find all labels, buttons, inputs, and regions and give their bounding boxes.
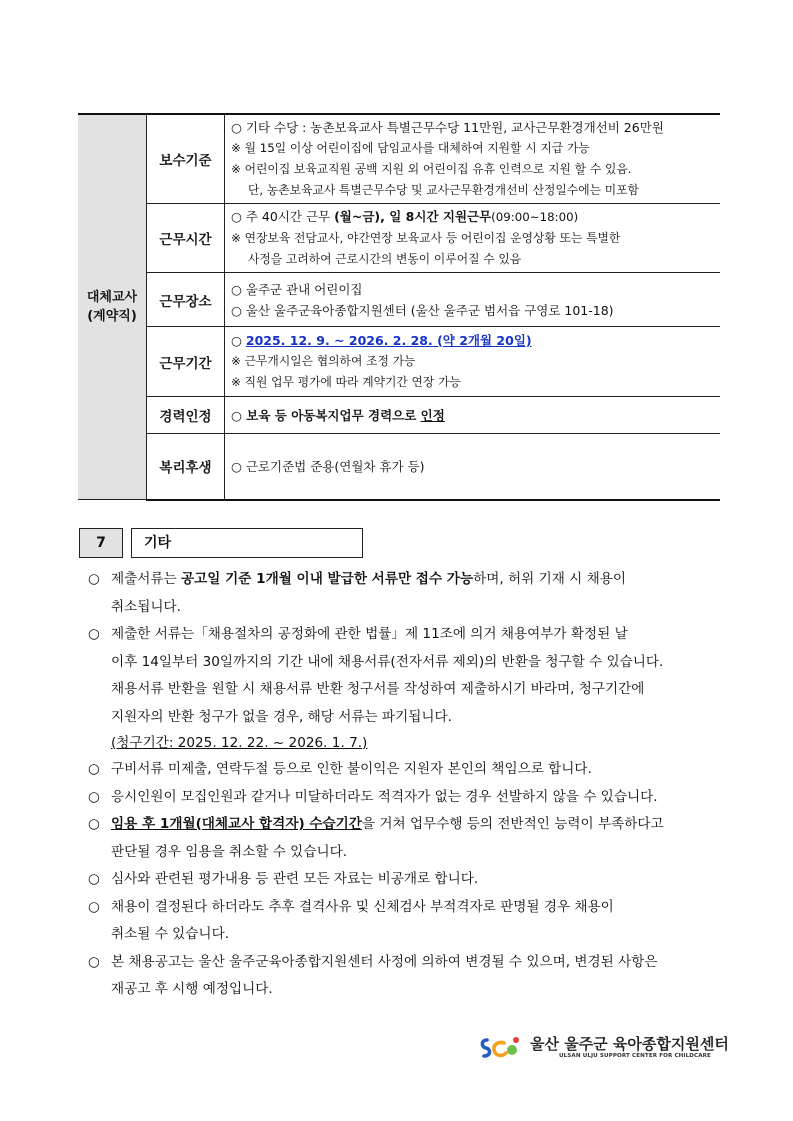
career-line [231, 405, 714, 426]
hours-line [231, 206, 714, 228]
note-text: 제출서류는 [111, 571, 181, 587]
claim-period: (청구기간: 2025. 12. 22. ~ 2026. 1. 7.) [111, 735, 368, 751]
circle-bullet-icon: ○ [88, 871, 100, 887]
hours-note: ※ 연장보육 전담교사, 야간연장 보육교사 등 어린이집 운영상황 또는 특별한 [231, 231, 621, 245]
period-note: ※ 근무개시일은 협의하여 조정 가능 [231, 354, 416, 368]
period-dates: 2025. 12. 9. ~ 2026. 2. 28. (약 2개월 20일) [245, 333, 532, 348]
row-head-period: 근무기간 [147, 327, 225, 397]
row-body-period [225, 327, 721, 397]
list-item-continuation: 지원자의 반환 청구가 없을 경우, 해당 서류는 파기됩니다. [111, 708, 452, 725]
circle-bullet-icon: ○ [88, 953, 100, 970]
logo-subtitle: ULSAN ULJU SUPPORT CENTER FOR CHILDCARE [559, 1053, 711, 1059]
salary-line: ○ 기타 수당 : 농촌보육교사 특별근무수당 11만원, 교사근무환경개선비 26만원 [231, 120, 664, 135]
category-sublabel: (계약직) [87, 309, 137, 324]
table-row [78, 204, 720, 273]
list-item [88, 756, 728, 784]
notes-list [88, 566, 728, 1004]
row-head-hours: 근무시간 [147, 204, 225, 273]
hours-note: 사정을 고려하여 근로시간의 변동이 이루어질 수 있음 [248, 252, 522, 266]
period-note: ※ 직원 업무 평가에 따라 계약기간 연장 가능 [231, 375, 461, 389]
note-text: 채용이 결정된다 하더라도 추후 결격사유 및 신체검사 부적격자로 판명될 경우 채용이 [111, 898, 614, 915]
list-item-continuation: 이후 14일부터 30일까지의 기간 내에 채용서류(전자서류 제외)의 반환을 청구할 수 있습니다. [111, 653, 664, 670]
list-item-continuation: 채용서류 반환을 원할 시 채용서류 반환 청구서를 작성하여 제출하시기 바라며, 청구기간에 [111, 681, 645, 697]
category-label: 대체교사 [86, 290, 138, 305]
career-recognized: 인정 [420, 407, 445, 423]
hours-time: (09:00~18:00) [491, 210, 579, 224]
note-text: 하며, 허위 기재 시 채용이 [473, 571, 626, 587]
circle-bullet-icon: ○ [88, 571, 100, 587]
circle-bullet-icon: ○ [88, 816, 100, 832]
table-row [78, 327, 720, 397]
career-text: ○ 보육 등 아동복지업무 경력으로 [231, 407, 421, 423]
circle-bullet-icon: ○ [88, 626, 100, 642]
location-line: ○ 울주군 관내 어린이집 [231, 281, 363, 297]
logo-name: 울산 울주군 육아종합지원센터 [530, 1035, 729, 1053]
row-body-location [225, 273, 721, 327]
center-logo [478, 1033, 729, 1065]
list-item-continuation: 판단될 경우 임용을 취소할 수 있습니다. [111, 843, 348, 860]
row-head-location: 근무장소 [147, 273, 225, 327]
row-body-career [225, 397, 721, 434]
hours-bold: (월~금), 일 8시간 지원근무 [334, 209, 492, 224]
circle-bullet-icon: ○ [88, 788, 100, 805]
list-item [88, 866, 728, 894]
list-item-continuation: 취소될 수 있습니다. [111, 926, 230, 942]
row-head-welfare: 복리후생 [147, 434, 225, 500]
note-emphasis: 임용 후 1개월(대체교사 합격자) 수습기간 [111, 816, 362, 832]
note-text: 본 채용공고는 울산 울주군육아종합지원센터 사정에 의하여 변경될 수 있으며, 변경된 사항은 [111, 953, 658, 970]
table-row [78, 114, 720, 204]
logo-mark-icon [478, 1033, 522, 1063]
list-item [88, 949, 728, 977]
row-head-career: 경력인정 [147, 397, 225, 434]
list-item [88, 566, 728, 594]
salary-note: ※ 월 15일 이상 어린이집에 담임교사를 대체하여 지원할 시 지급 가능 [231, 141, 590, 155]
section-title: 기타 [131, 528, 363, 558]
note-text: 제출한 서류는「채용절차의 공정화에 관한 법률」제 11조에 의거 채용여부가 확정된 날 [111, 626, 628, 642]
list-item [88, 621, 728, 649]
welfare-line: ○ 근로기준법 준용(연월차 휴가 등) [231, 458, 425, 474]
row-body-hours [225, 204, 721, 273]
hours-prefix: ○ 주 40시간 근무 [231, 209, 335, 224]
table-row [78, 273, 720, 327]
note-text: 구비서류 미제출, 연락두절 등으로 인한 불이익은 지원자 본인의 책임으로 합니다. [111, 761, 592, 777]
note-text: 심사와 관련된 평가내용 등 관련 모든 자료는 비공개로 합니다. [111, 871, 479, 887]
table-row [78, 434, 720, 500]
list-item [88, 811, 728, 839]
note-text: 을 거쳐 업무수행 등의 전반적인 능력이 부족하다고 [361, 816, 664, 832]
period-line [231, 330, 714, 351]
note-emphasis: 공고일 기준 1개월 이내 발급한 서류만 접수 가능 [180, 571, 474, 587]
section-number: 7 [79, 528, 123, 558]
list-item [88, 894, 728, 922]
circle-bullet-icon: ○ [88, 761, 100, 777]
row-body-salary [225, 114, 721, 204]
list-item-continuation: 취소됩니다. [111, 598, 181, 615]
note-text: 응시인원이 모집인원과 같거나 미달하더라도 적격자가 없는 경우 선발하지 않을 수 있습니다. [111, 788, 658, 805]
table-row [78, 397, 720, 434]
category-cell [78, 114, 147, 500]
list-item-continuation: 재공고 후 시행 예정입니다. [111, 981, 273, 997]
location-line: ○ 울산 울주군육아종합지원센터 (울산 울주군 범서읍 구영로 101-18) [231, 302, 614, 318]
salary-note: ※ 어린이집 보육교직원 공백 지원 외 어린이집 유휴 인력으로 지원 할 수 있음. [231, 162, 632, 176]
recruitment-table [78, 113, 720, 501]
salary-note: 단, 농촌보육교사 특별근무수당 및 교사근무환경개선비 산정일수에는 미포함 [248, 183, 639, 197]
list-item [88, 784, 728, 812]
circle-bullet-icon: ○ [88, 898, 100, 915]
row-body-welfare [225, 434, 721, 500]
row-head-salary: 보수기준 [147, 114, 225, 204]
period-prefix: ○ [231, 333, 246, 348]
